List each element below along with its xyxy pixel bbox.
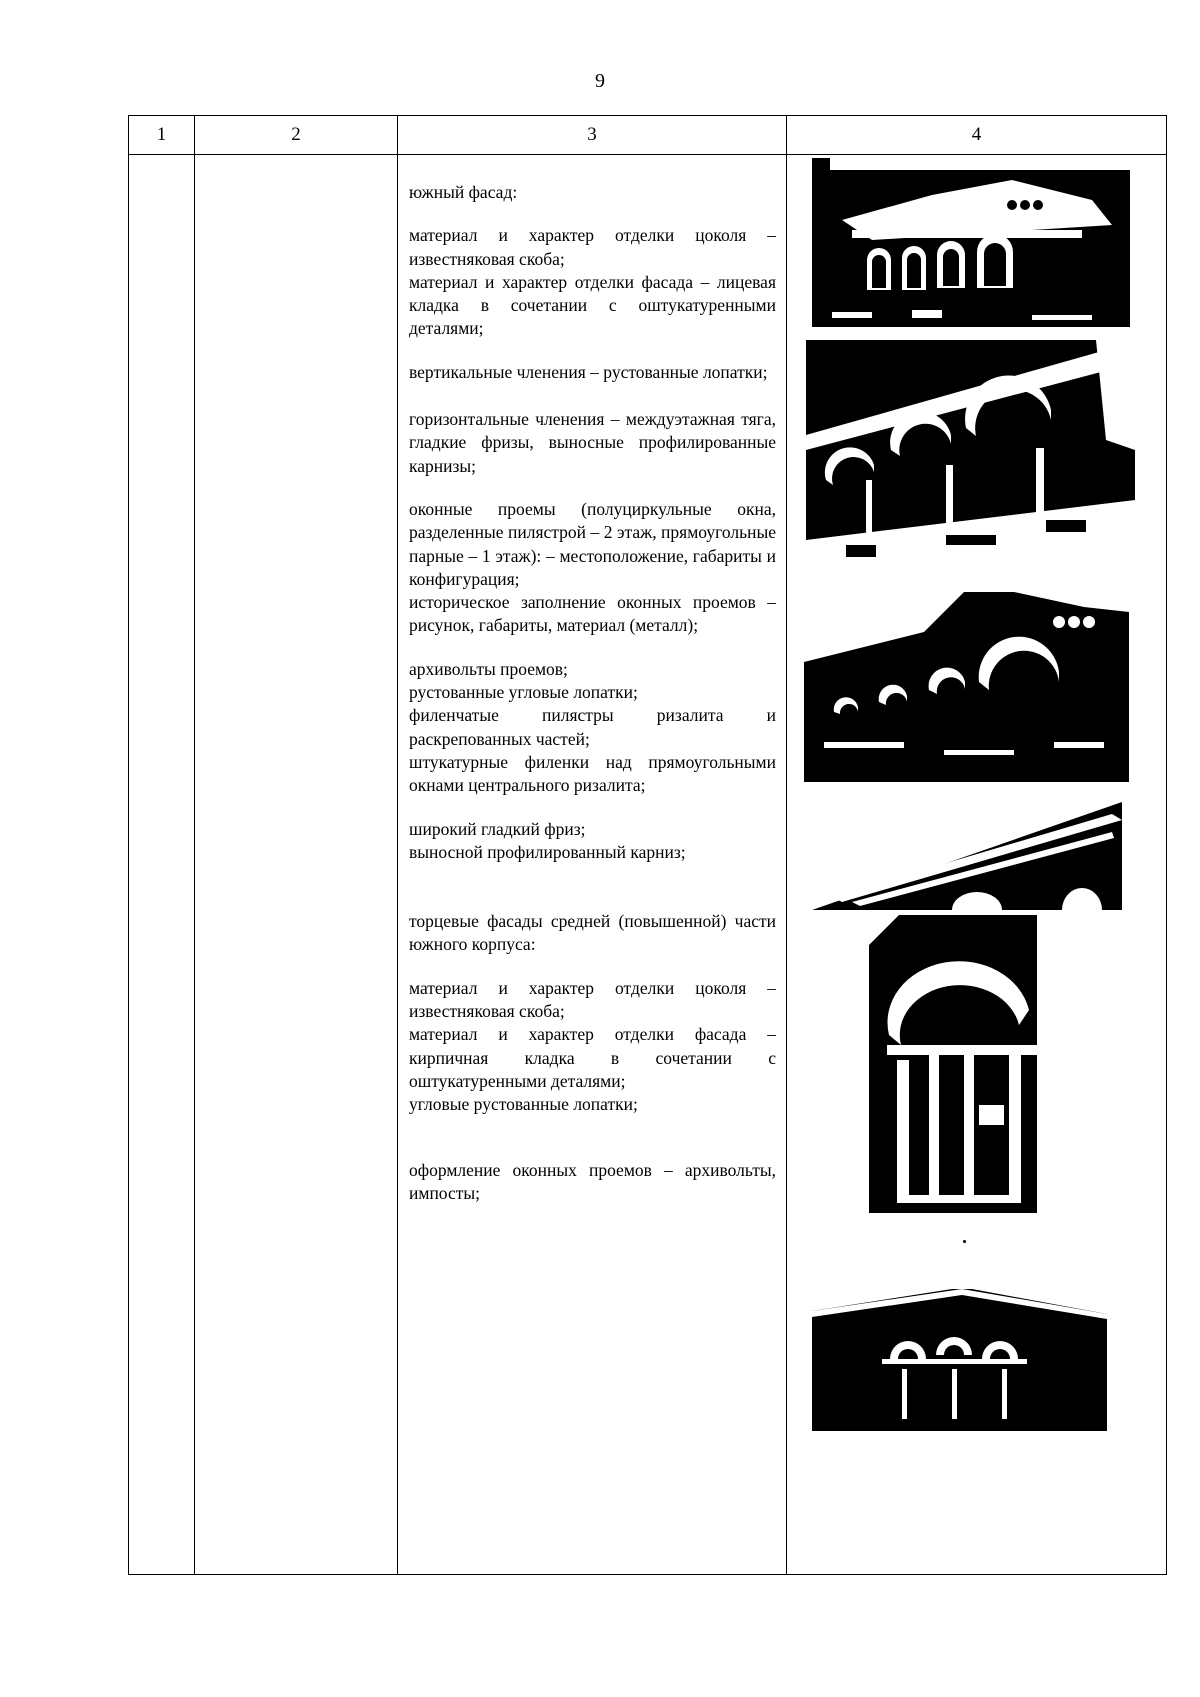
- cell-col1: [129, 155, 195, 1575]
- speck: [963, 1240, 966, 1243]
- paragraph: филенчатые пилястры ризалита и раскрепованных частей;: [409, 705, 776, 749]
- paragraph: широкий гладкий фриз;: [409, 818, 586, 839]
- paragraph: оконные проемы (полуциркульные окна, разделенные пилястрой – 2 этаж, прямоугольные парные – 1 этаж): – местоположение, габариты и конфигурация;: [409, 498, 776, 589]
- paragraph: выносной профилированный карниз;: [409, 841, 686, 862]
- paragraph: вертикальные членения – рустованные лопатки;: [409, 361, 768, 382]
- column-header-2: 2: [195, 116, 398, 155]
- column-header-1: 1: [129, 116, 195, 155]
- cell-photos: [787, 155, 1167, 1575]
- photo-arched-windows-perspective: [806, 340, 1135, 587]
- column-header-3: 3: [398, 116, 787, 155]
- paragraph: материал и характер отделки фасада – кирпичная кладка в сочетании с оштукатуренными деталями;: [409, 1024, 776, 1091]
- cell-col2: [195, 155, 398, 1575]
- photo-facade-corner-view: [804, 592, 1129, 782]
- paragraph: штукатурные филенки над прямоугольными окнами центрального ризалита;: [409, 751, 776, 796]
- table-row: [129, 155, 1167, 1575]
- paragraph: горизонтальные членения – междуэтажная тяга, гладкие фризы, выносные профилированные карнизы;: [409, 409, 776, 476]
- page-number: 9: [595, 70, 605, 92]
- paragraph: материал и характер отделки фасада – лицевая кладка в сочетании с оштукатуренными деталями;: [409, 271, 776, 339]
- photo-end-facade-window: [869, 915, 1037, 1213]
- paragraph: оформление оконных проемов – архивольты, импосты;: [409, 1159, 776, 1203]
- photo-end-facade-arches: [812, 1289, 1107, 1431]
- paragraph: материал и характер отделки цоколя – известняковая скоба;: [409, 225, 776, 269]
- paragraph: историческое заполнение оконных проемов – рисунок, габариты, материал (металл);: [409, 592, 776, 636]
- paragraph: торцевые фасады средней (повышенной) части южного корпуса:: [409, 911, 776, 955]
- cell-description: [398, 155, 787, 1575]
- column-header-4: 4: [787, 116, 1167, 155]
- photo-cornice-detail: [812, 802, 1122, 910]
- table-header-row: [129, 116, 1167, 155]
- paragraph: рустованные угловые лопатки;: [409, 682, 638, 703]
- document-table: [128, 115, 1167, 1575]
- paragraph: угловые рустованные лопатки;: [409, 1094, 638, 1115]
- photo-south-facade-overview: [812, 170, 1130, 327]
- paragraph: южный фасад:: [409, 182, 518, 202]
- paragraph: материал и характер отделки цоколя – известняковая скоба;: [409, 977, 776, 1022]
- paragraph: архивольты проемов;: [409, 658, 568, 679]
